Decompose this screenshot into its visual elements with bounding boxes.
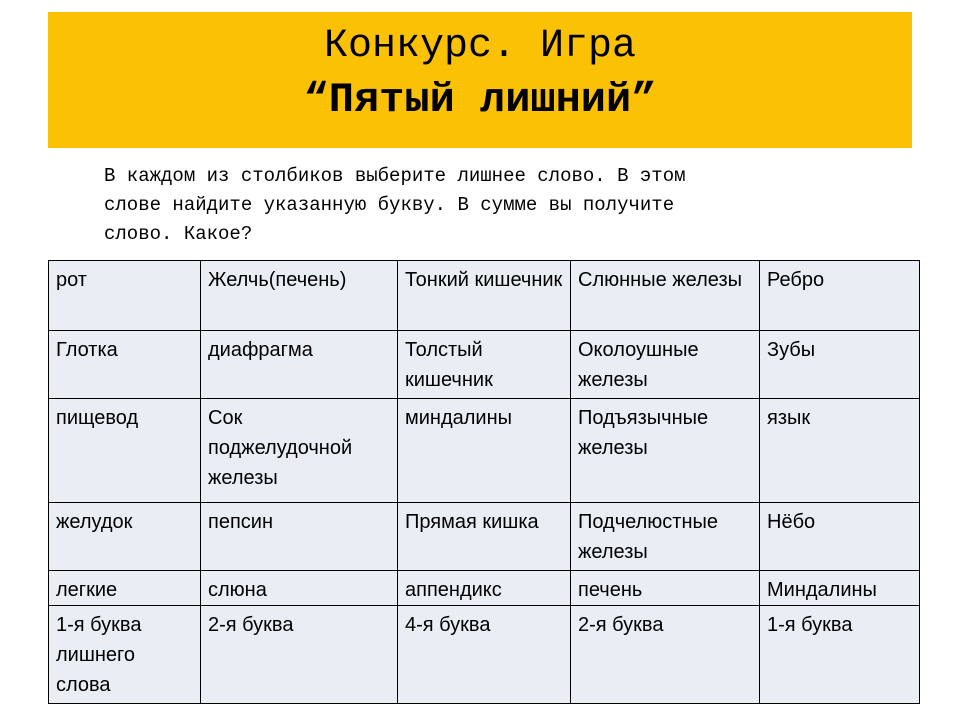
table-cell: Прямая кишка: [398, 503, 571, 571]
table-cell: пищевод: [49, 399, 201, 503]
table-cell: слюна: [201, 571, 398, 606]
table-cell: Нёбо: [760, 503, 920, 571]
table-cell: Миндалины: [760, 571, 920, 606]
title-banner: [48, 12, 912, 148]
table-cell: Толстый кишечник: [398, 331, 571, 399]
table-cell: Глотка: [49, 331, 201, 399]
table-row: [49, 261, 920, 331]
table-cell: 1-я буква лишнего слова: [49, 606, 201, 704]
table-cell: Сок поджелудочной железы: [201, 399, 398, 503]
table-row: [49, 331, 920, 399]
table-cell: Слюнные железы: [571, 261, 760, 331]
table-cell: рот: [49, 261, 201, 331]
table-cell: Ребро: [760, 261, 920, 331]
instructions-text: В каждом из столбиков выберите лишнее слово. В этом слове найдите указанную букву. В сумме вы получите слово. Какое?: [104, 165, 686, 245]
table-cell: легкие: [49, 571, 201, 606]
table-cell: печень: [571, 571, 760, 606]
table-cell: 4-я буква: [398, 606, 571, 704]
table-row: [49, 606, 920, 704]
table-row: [49, 399, 920, 503]
table-cell: 2-я буква: [201, 606, 398, 704]
table-cell: Желчь(печень): [201, 261, 398, 331]
table-cell: аппендикс: [398, 571, 571, 606]
table-cell: язык: [760, 399, 920, 503]
table-cell: Тонкий кишечник: [398, 261, 571, 331]
game-table: [48, 260, 920, 704]
table-cell: Подчелюстные железы: [571, 503, 760, 571]
table-cell: Околоушные железы: [571, 331, 760, 399]
table-cell: 1-я буква: [760, 606, 920, 704]
table-cell: диафрагма: [201, 331, 398, 399]
title-line-1: Конкурс. Игра: [323, 24, 637, 69]
table-cell: миндалины: [398, 399, 571, 503]
table-cell: Зубы: [760, 331, 920, 399]
title-line-2: “Пятый лишний”: [303, 76, 657, 124]
table-row: [49, 503, 920, 571]
table-row: [49, 571, 920, 606]
table-cell: желудок: [49, 503, 201, 571]
table-cell: 2-я буква: [571, 606, 760, 704]
table-cell: Подъязычные железы: [571, 399, 760, 503]
table-cell: пепсин: [201, 503, 398, 571]
